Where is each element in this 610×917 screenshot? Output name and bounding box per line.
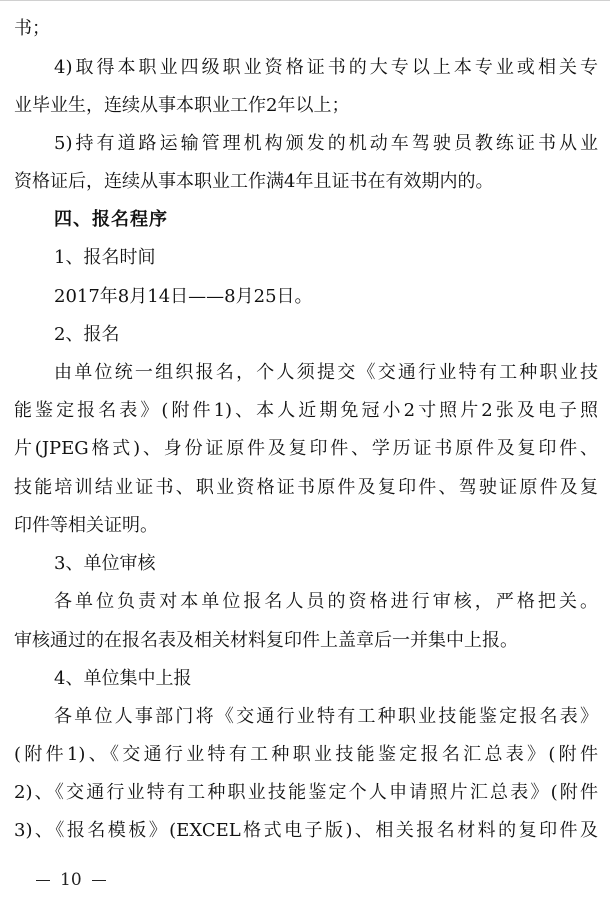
- text-line-14: 印件等相关证明。: [14, 515, 158, 536]
- text-line-12: 片(JPEG格式)、身份证原件及复印件、学历证书原件及复印件、: [14, 438, 598, 459]
- text-line-1: 书；: [14, 18, 50, 39]
- top-border: [0, 0, 610, 1]
- text-line-11: 能鉴定报名表》(附件1)、本人近期免冠小2寸照片2张及电子照: [14, 400, 598, 421]
- subheading-centralized-report: 4、单位集中上报: [54, 668, 192, 689]
- text-line-4: 5)持有道路运输管理机构颁发的机动车驾驶员教练证书从业: [54, 133, 598, 154]
- text-line-17: 审核通过的在报名表及相关材料复印件上盖章后一并集中上报。: [14, 630, 518, 651]
- text-line-5: 资格证后，连续从事本职业工作满4年且证书在有效期内的。: [14, 171, 494, 192]
- text-line-16: 各单位负责对本单位报名人员的资格进行审核，严格把关。: [54, 591, 598, 612]
- subheading-unit-review: 3、单位审核: [54, 553, 156, 574]
- page-number: 10: [60, 870, 82, 890]
- subheading-registration-time: 1、报名时间: [54, 247, 156, 268]
- text-line-22: 3)、《报名模板》(EXCEL格式电子版)、相关报名材料的复印件及: [14, 820, 598, 841]
- section-heading: 四、报名程序: [54, 209, 168, 230]
- footer-right-dash: [92, 880, 106, 881]
- registration-dates: 2017年8月14日——8月25日。: [54, 286, 313, 307]
- subheading-registration: 2、报名: [54, 324, 120, 345]
- page-footer: [36, 866, 106, 894]
- text-line-3: 业毕业生，连续从事本职业工作2年以上；: [14, 95, 350, 116]
- text-line-10: 由单位统一组织报名，个人须提交《交通行业特有工种职业技: [54, 362, 598, 383]
- text-line-19: 各单位人事部门将《交通行业特有工种职业技能鉴定报名表》: [54, 706, 598, 727]
- text-line-2: 4)取得本职业四级职业资格证书的大专以上本专业或相关专: [54, 57, 598, 78]
- text-line-13: 技能培训结业证书、职业资格证书原件及复印件、驾驶证原件及复: [14, 477, 598, 498]
- footer-left-dash: [36, 880, 50, 881]
- text-line-20: (附件1)、《交通行业特有工种职业技能鉴定报名汇总表》(附件: [14, 744, 598, 765]
- text-line-21: 2)、《交通行业特有工种职业技能鉴定个人申请照片汇总表》(附件: [14, 782, 598, 803]
